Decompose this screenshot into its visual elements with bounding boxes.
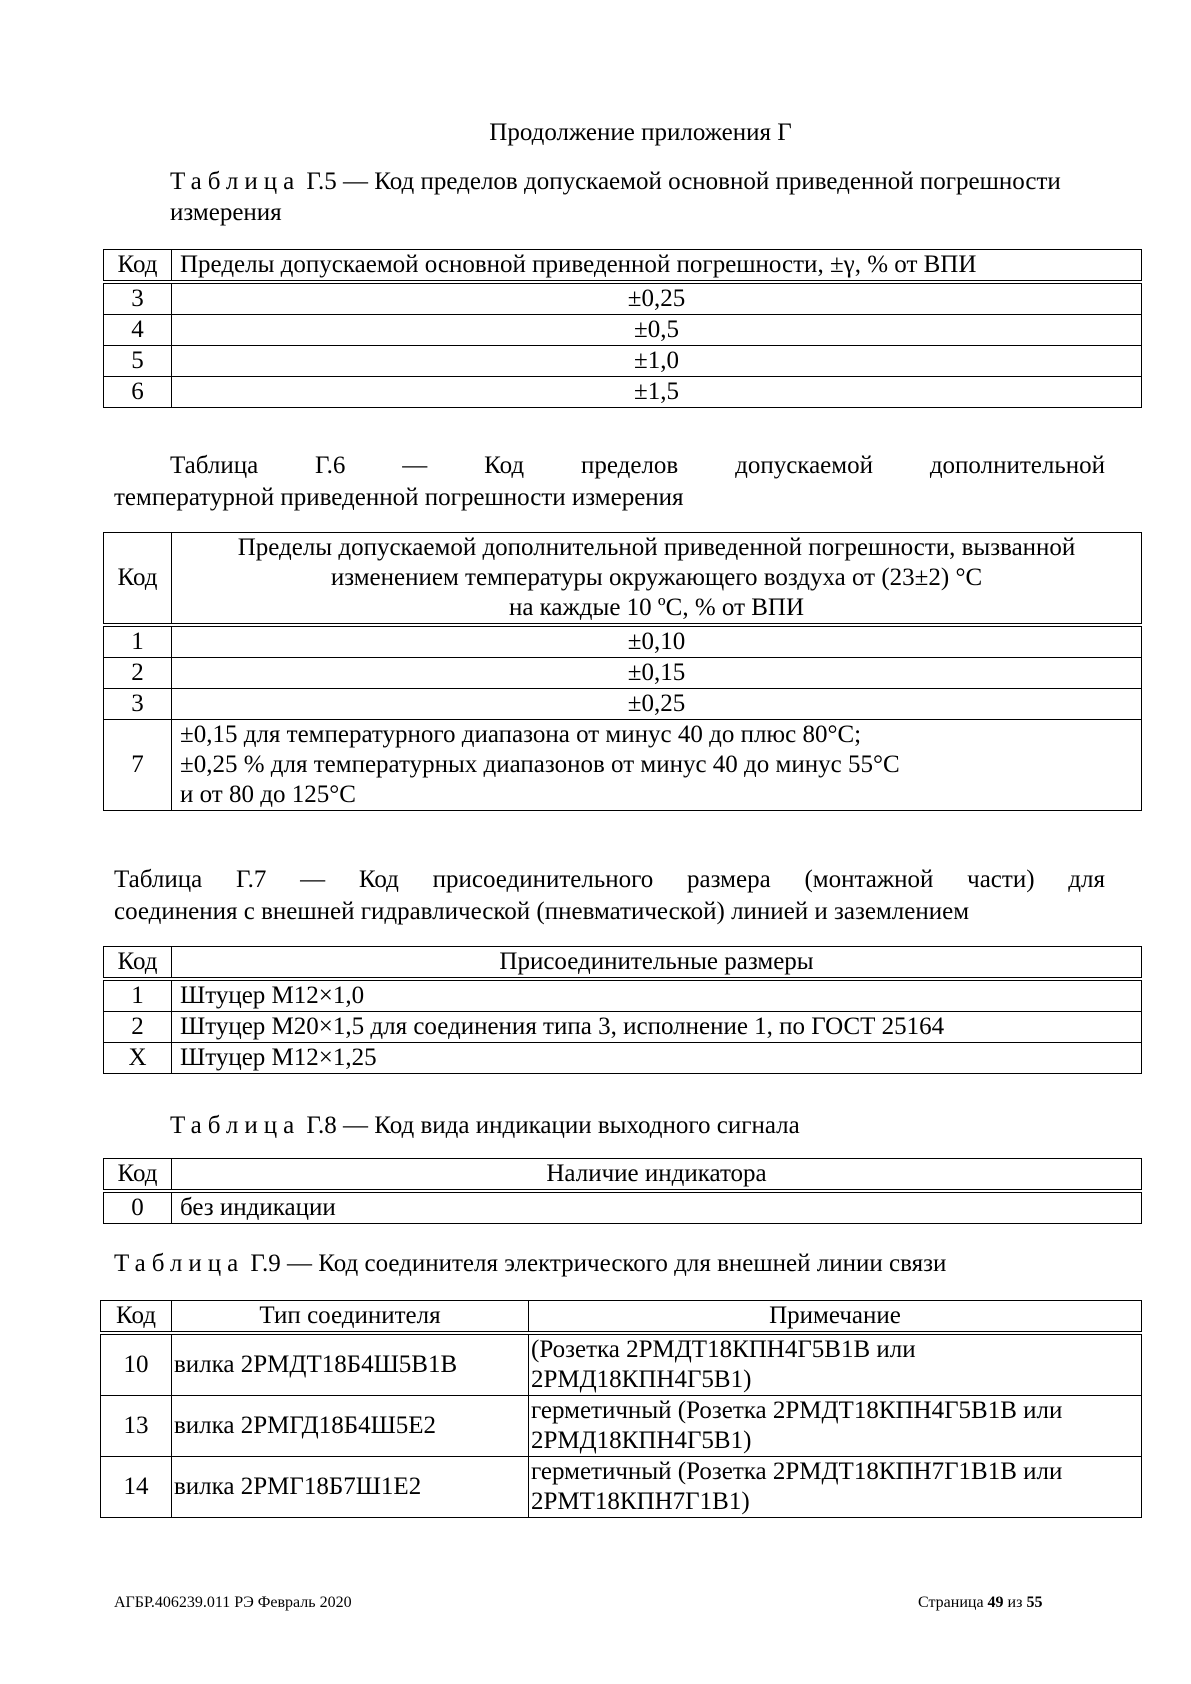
table-g9-col-code: Код: [101, 1301, 172, 1334]
table-g6-col-header-line1: Пределы допускаемой дополнительной приведенной погрешности, вызванной: [237, 534, 1076, 561]
table-g6-row7-line3: и от 80 до 125°С: [180, 781, 356, 808]
table-g5-col-code: Код: [104, 250, 172, 283]
table-row: [104, 625, 1142, 658]
table-g7-caption-line1: Таблица Г.7 — Код присоединительного размера (монтажной части) для: [114, 866, 1105, 893]
table-g9-col-type: Тип соединителя: [172, 1301, 529, 1334]
table-g7-header-row: [104, 947, 1142, 980]
table-row: [104, 979, 1142, 1012]
table-cell-code: 3: [104, 689, 172, 720]
table-row: [104, 315, 1142, 346]
table-cell-code: 14: [101, 1457, 172, 1518]
table-cell-code: 1: [104, 625, 172, 658]
table-row: [104, 282, 1142, 315]
table-cell-code: X: [104, 1043, 172, 1074]
table-row: [104, 689, 1142, 720]
table-cell-type: вилка 2РМДТ18Б4Ш5В1В: [172, 1333, 529, 1396]
table-row: [104, 658, 1142, 689]
footer-page-number: [918, 1593, 1042, 1613]
table-row: [104, 1012, 1142, 1043]
table-cell-code: 3: [104, 282, 172, 315]
table-g6: [103, 532, 1142, 811]
table-g6-col-code: Код: [104, 533, 172, 626]
table-cell-code: 0: [104, 1191, 172, 1224]
table-g6-col-header: [172, 533, 1142, 626]
table-cell-note: [529, 1333, 1142, 1396]
table-row: [104, 1043, 1142, 1074]
table-cell-note: [529, 1457, 1142, 1518]
table-cell-code: 10: [101, 1333, 172, 1396]
table-g8-header-row: [104, 1159, 1142, 1192]
table-cell-type: вилка 2РМГ18Б7Ш1Е2: [172, 1457, 529, 1518]
table-g9-caption-text: Г.9 — Код соединителя электрического для внешней линии связи: [250, 1250, 947, 1277]
table-cell-value: [172, 720, 1142, 811]
table-cell-code: 2: [104, 1012, 172, 1043]
table-cell-value: ±1,0: [172, 346, 1142, 377]
footer-page-num: 49: [987, 1594, 1004, 1611]
table-cell-note-line1: (Розетка 2РМДТ18КПН4Г5В1В или: [531, 1336, 916, 1363]
table-cell-value: ±1,5: [172, 377, 1142, 408]
table-cell-note-line2: 2РМД18КПН4Г5В1): [531, 1427, 752, 1454]
table-cell-code: 1: [104, 979, 172, 1012]
table-g9-caption-word: Таблица: [114, 1250, 245, 1277]
table-row: [101, 1457, 1142, 1518]
table-g9-header-row: [101, 1301, 1142, 1334]
table-cell-note-line1: герметичный (Розетка 2РМДТ18КПН7Г1В1В или: [531, 1458, 1063, 1485]
table-cell-code: 13: [101, 1396, 172, 1457]
table-g7-caption-line2: соединения с внешней гидравлической (пневматической) линией и заземлением: [114, 898, 970, 925]
table-cell-value: Штуцер М12×1,0: [172, 979, 1142, 1012]
table-cell-note-line2: 2РМТ18КПН7Г1В1): [531, 1488, 750, 1515]
table-cell-code: 2: [104, 658, 172, 689]
table-cell-note-line2: 2РМД18КПН4Г5В1): [531, 1366, 752, 1393]
table-row: [104, 720, 1142, 811]
table-g5-caption: [170, 166, 1070, 228]
table-g5: [103, 249, 1142, 408]
table-cell-value: ±0,15: [172, 658, 1142, 689]
table-row: [104, 346, 1142, 377]
table-cell-value: ±0,5: [172, 315, 1142, 346]
table-row: [101, 1333, 1142, 1396]
table-g6-col-header-line3: на каждые 10 ºС, % от ВПИ: [508, 594, 805, 621]
table-cell-code: 4: [104, 315, 172, 346]
table-g8-caption-word: Таблица: [170, 1112, 301, 1139]
table-cell-value: ±0,25: [172, 282, 1142, 315]
table-cell-value: ±0,10: [172, 625, 1142, 658]
table-g7-col-size: Присоединительные размеры: [172, 947, 1142, 980]
table-cell-note: [529, 1396, 1142, 1457]
table-g5-caption-word: Таблица: [170, 168, 301, 195]
table-cell-code: 5: [104, 346, 172, 377]
table-g6-header-row: [104, 533, 1142, 626]
table-g5-caption-text: Г.5 — Код пределов допускаемой основной приведенной погрешности измерения: [170, 168, 1061, 226]
table-g6-row7-line1: ±0,15 для температурного диапазона от минус 40 до плюс 80°С;: [180, 721, 862, 748]
table-cell-note-line1: герметичный (Розетка 2РМДТ18КПН4Г5В1В или: [531, 1397, 1063, 1424]
table-g5-col-limits: Пределы допускаемой основной приведенной погрешности, ±γ, % от ВПИ: [172, 250, 1142, 283]
table-row: [104, 377, 1142, 408]
table-g6-caption-line2: температурной приведенной погрешности измерения: [114, 484, 684, 511]
table-g6-caption-line1: Таблица Г.6 — Код пределов допускаемой дополнительной: [170, 452, 1105, 479]
footer-page-of: из: [1007, 1594, 1023, 1611]
table-cell-type: вилка 2РМГД18Б4Ш5Е2: [172, 1396, 529, 1457]
table-g8-caption: [170, 1110, 1070, 1141]
table-g9-caption: [114, 1248, 1105, 1279]
table-g8-caption-text: Г.8 — Код вида индикации выходного сигнала: [306, 1112, 800, 1139]
table-g8: [103, 1158, 1142, 1224]
footer-doc-id: АГБР.406239.011 РЭ Февраль 2020: [114, 1594, 352, 1611]
table-cell-value: Штуцер М20×1,5 для соединения типа 3, исполнение 1, по ГОСТ 25164: [172, 1012, 1142, 1043]
table-g6-row7-line2: ±0,25 % для температурных диапазонов от минус 40 до минус 55°С: [180, 751, 900, 778]
footer-page-label: Страница: [918, 1594, 984, 1611]
table-g6-col-header-line2: изменением температуры окружающего воздуха от (23±2) °С: [330, 564, 983, 591]
table-row: [101, 1396, 1142, 1457]
table-g5-header-row: [104, 250, 1142, 283]
table-cell-value: ±0,25: [172, 689, 1142, 720]
footer-page-total: 55: [1026, 1594, 1043, 1611]
table-cell-value: Штуцер М12×1,25: [172, 1043, 1142, 1074]
table-cell-code: 6: [104, 377, 172, 408]
table-g9: [100, 1300, 1142, 1518]
table-g9-col-note: Примечание: [529, 1301, 1142, 1334]
table-g7: [103, 946, 1142, 1074]
table-g8-col-code: Код: [104, 1159, 172, 1192]
table-g7-col-code: Код: [104, 947, 172, 980]
table-g8-col-indicator: Наличие индикатора: [172, 1159, 1142, 1192]
table-cell-code: 7: [104, 720, 172, 811]
appendix-heading: Продолжение приложения Г: [489, 119, 792, 146]
table-cell-value: без индикации: [172, 1191, 1142, 1224]
table-row: [104, 1191, 1142, 1224]
